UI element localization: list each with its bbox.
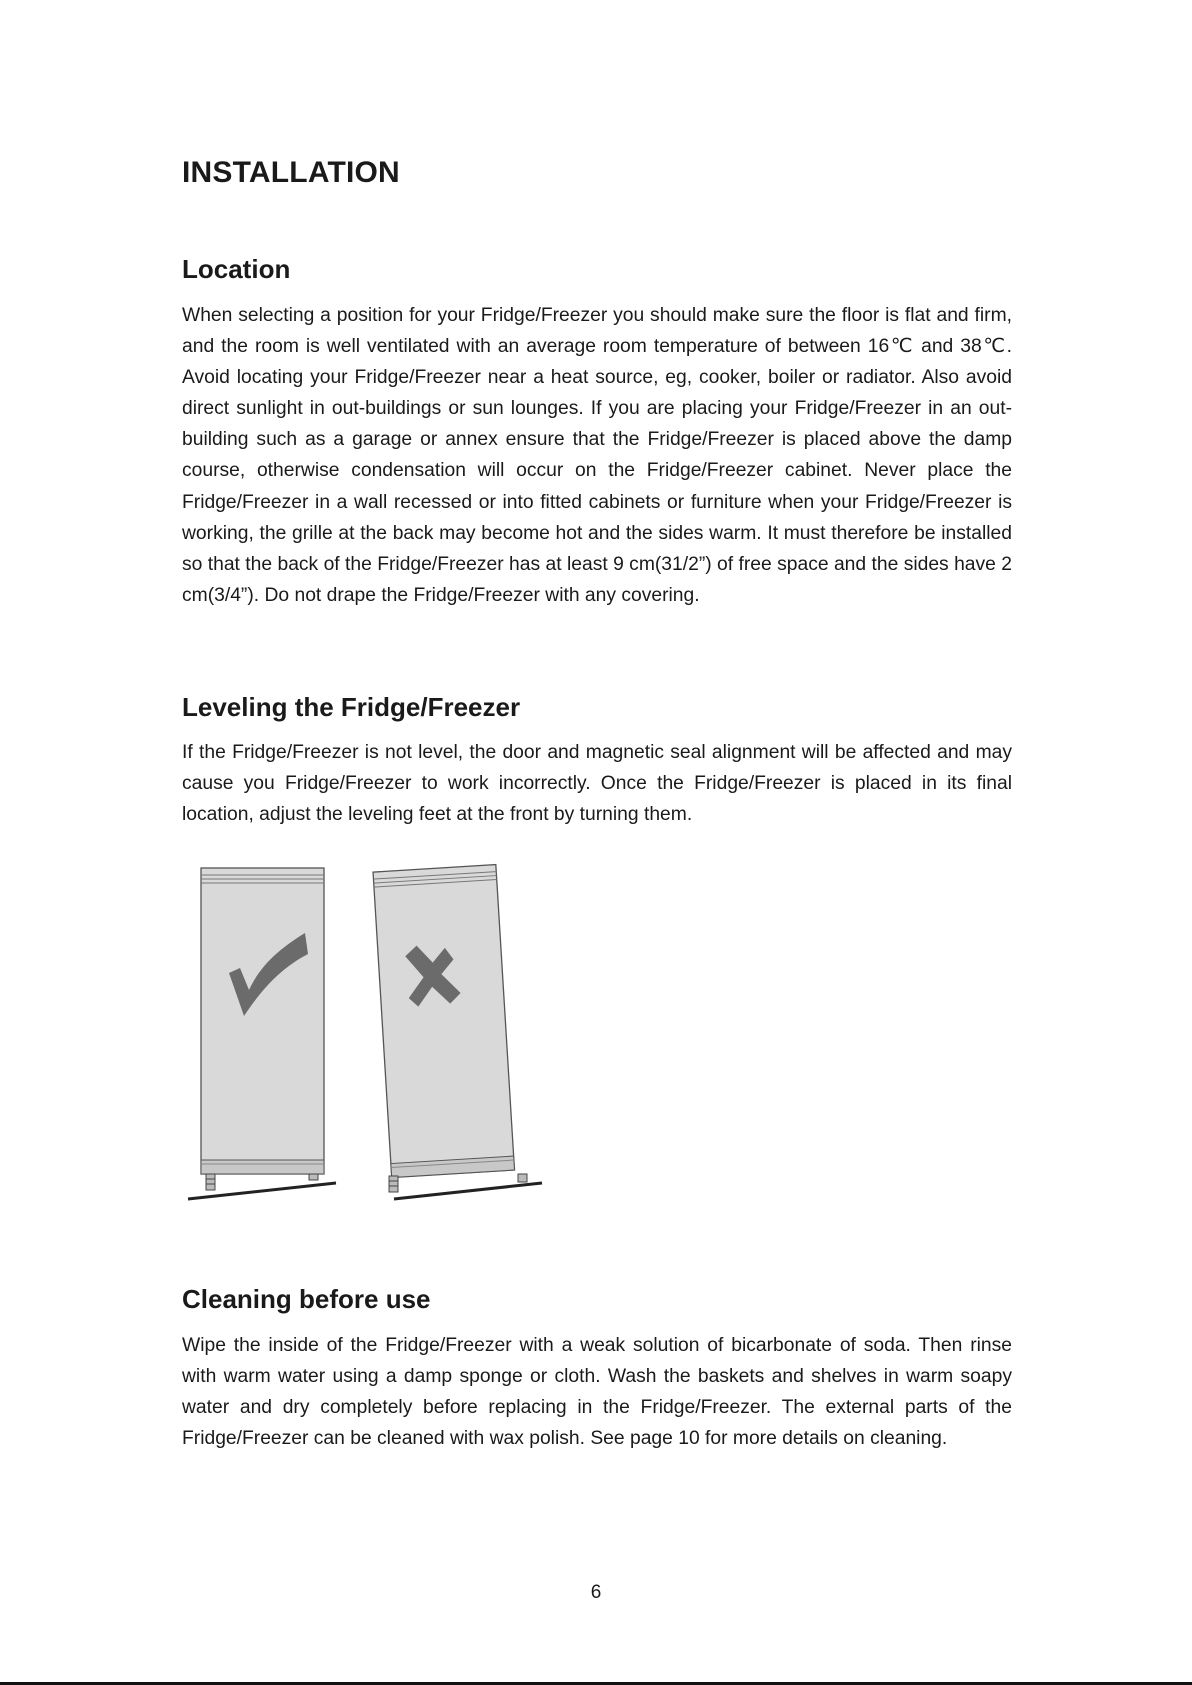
page-title: INSTALLATION (182, 156, 400, 189)
section-body-cleaning: Wipe the inside of the Fridge/Freezer with a weak solution of bicarbonate of soda. Then rinse with warm water using a damp sponge or cloth. Wash the baskets and shelves in warm soapy water and dry completely before replacing in the Fridge/Freezer. The external parts of the Fridge/Freezer can be cleaned with wax polish. See page 10 for more details on cleaning. (182, 1335, 1012, 1450)
section-body-location: When selecting a position for your Fridge/Freezer you should make sure the floor is flat and firm, and the room is well ventilated with an average room temperature of between 16℃ and 38℃. Avoid locating your Fridge/Freezer near a heat source, eg, cooker, boiler or radiator. Also avoid direct sunlight in out-buildings or sun lounges. If you are placing your Fridge/Freezer in an out-building such as a garage or annex ensure that the Fridge/Freezer is placed above the damp course, otherwise condensation will occur on the Fridge/Freezer cabinet. Never place the Fridge/Freezer in a wall recessed or into fitted cabinets or furniture when your Fridge/Freezer is working, the grille at the back may become hot and the sides warm. It must therefore be installed so that the back of the Fridge/Freezer has at least 9 cm(31/2”) of free space and the sides have 2 cm(3/4”). Do not drape the Fridge/Freezer with any covering. (182, 305, 1012, 606)
leveling-illustration (182, 858, 562, 1208)
level-fridge-figure (188, 868, 336, 1199)
section-body-leveling: If the Fridge/Freezer is not level, the door and magnetic seal alignment will be affected and may cause you Fridge/Freezer to work incorrectly. Once the Fridge/Freezer is placed in its final location, adjust the leveling feet at the front by turning them. (182, 742, 1012, 826)
tilted-fridge-figure (373, 865, 514, 1178)
page-number: 6 (590, 1582, 602, 1603)
section-heading-location: Location (182, 254, 291, 284)
section-heading-leveling: Leveling the Fridge/Freezer (182, 692, 521, 722)
section-heading-cleaning: Cleaning before use (182, 1284, 431, 1314)
